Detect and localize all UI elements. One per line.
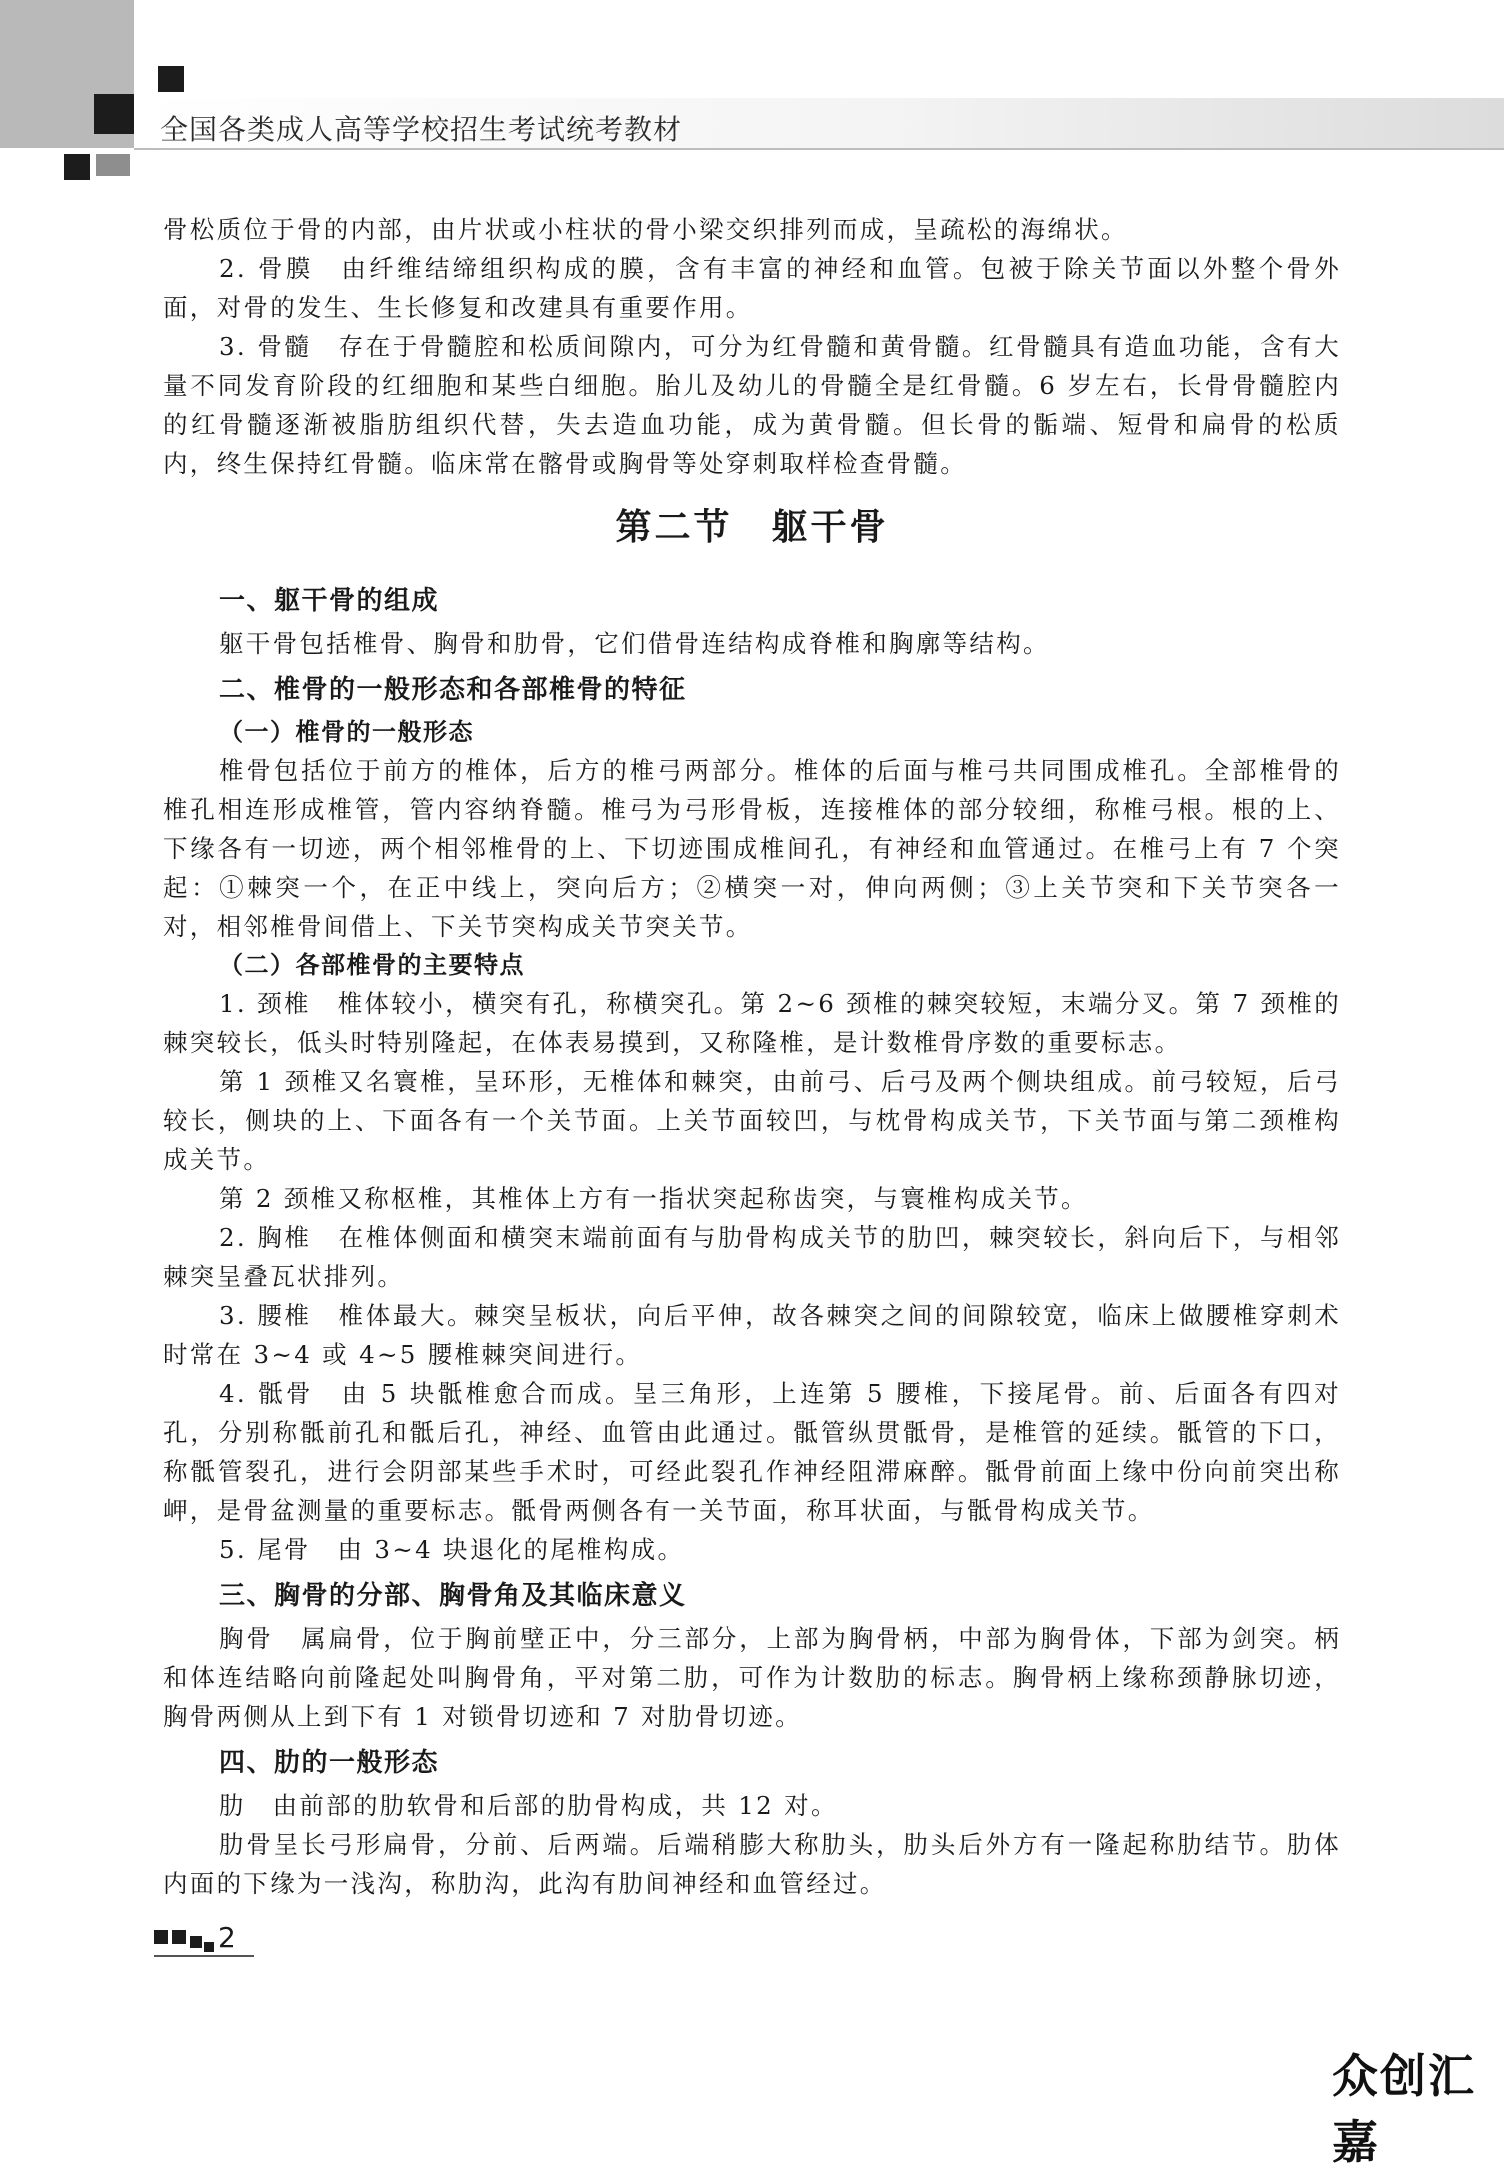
header-square-decoration: [158, 66, 184, 92]
footer-square-decoration: [190, 1936, 202, 1948]
paragraph: 第 2 颈椎又称枢椎，其椎体上方有一指状突起称齿突，与寰椎构成关节。: [219, 1184, 1088, 1213]
heading-sternum: 三、胸骨的分部、胸骨角及其临床意义: [219, 1581, 687, 1611]
header-rule: [134, 148, 1504, 150]
paragraph: 肋 由前部的肋软骨和后部的肋骨构成，共 12 对。: [219, 1791, 838, 1820]
footer-square-decoration: [172, 1930, 186, 1944]
header-title: 全国各类成人高等学校招生考试统考教材: [160, 113, 683, 146]
footer-square-decoration: [154, 1930, 168, 1944]
paragraph: 4. 骶骨 由 5 块骶椎愈合而成。呈三角形，上连第 5 腰椎，下接尾骨。前、后面各有四对孔，分别称骶前孔和骶后孔，神经、血管由此通过。骶管纵贯骶骨，是椎管的延续。骶管的下口，称骶管裂孔，进行会阴部某些手术时，可经此裂孔作神经阻滞麻醉。骶骨前面上缘中份向前突出称岬，是骨盆测量的重要标志。骶骨两侧各有一关节面，称耳状面，与骶骨构成关节。: [163, 1379, 1341, 1525]
heading-composition: 一、躯干骨的组成: [219, 586, 440, 616]
paragraph: 3. 腰椎 椎体最大。棘突呈板状，向后平伸，故各棘突之间的间隙较宽，临床上做腰椎穿刺术时常在 3~4 或 4~5 腰椎棘突间进行。: [163, 1301, 1341, 1369]
paragraph: 5. 尾骨 由 3~4 块退化的尾椎构成。: [219, 1535, 685, 1564]
page-content: [163, 210, 1341, 1903]
paragraph: 椎骨包括位于前方的椎体，后方的椎弓两部分。椎体的后面与椎弓共同围成椎孔。全部椎骨的椎孔相连形成椎管，管内容纳脊髓。椎弓为弓形骨板，连接椎体的部分较细，称椎弓根。根的上、下缘各有一切迹，两个相邻椎骨的上、下切迹围成椎间孔，有神经和血管通过。在椎弓上有 7 个突起：①棘突一个，在正中线上，突向后方；②横突一对，伸向两侧；③上关节突和下关节突各一对，相邻椎骨间借上、下关节突构成关节突关节。: [163, 756, 1341, 941]
paragraph: 胸骨 属扁骨，位于胸前壁正中，分三部分，上部为胸骨柄，中部为胸骨体，下部为剑突。柄和体连结略向前隆起处叫胸骨角，平对第二肋，可作为计数肋的标志。胸骨柄上缘称颈静脉切迹，胸骨两侧从上到下有 1 对锁骨切迹和 7 对肋骨切迹。: [163, 1624, 1341, 1731]
heading-vertebra: 二、椎骨的一般形态和各部椎骨的特征: [219, 675, 687, 705]
paragraph: 2. 骨膜 由纤维结缔组织构成的膜，含有丰富的神经和血管。包被于除关节面以外整个骨外面，对骨的发生、生长修复和改建具有重要作用。: [163, 254, 1341, 322]
paragraph: 3. 骨髓 存在于骨髓腔和松质间隙内，可分为红骨髓和黄骨髓。红骨髓具有造血功能，含有大量不同发育阶段的红细胞和某些白细胞。胎儿及幼儿的骨髓全是红骨髓。6 岁左右，长骨骨髓腔内的红骨髓逐渐被脂肪组织代替，失去造血功能，成为黄骨髓。但长骨的骺端、短骨和扁骨的松质内，终生保持红骨髓。临床常在髂骨或胸骨等处穿刺取样检查骨髓。: [163, 332, 1341, 478]
watermark: 众创汇嘉: [1332, 2049, 1476, 2169]
footer-rule: [154, 1955, 254, 1957]
subheading-features: （二）各部椎骨的主要特点: [219, 951, 525, 979]
paragraph: 第 1 颈椎又名寰椎，呈环形，无椎体和棘突，由前弓、后弓及两个侧块组成。前弓较短，后弓较长，侧块的上、下面各有一个关节面。上关节面较凹，与枕骨构成关节，下关节面与第二颈椎构成关节。: [163, 1067, 1341, 1174]
subheading-general: （一）椎骨的一般形态: [219, 718, 474, 746]
heading-rib: 四、肋的一般形态: [219, 1748, 440, 1778]
paragraph: 2. 胸椎 在椎体侧面和横突末端前面有与肋骨构成关节的肋凹，棘突较长，斜向后下，与相邻棘突呈叠瓦状排列。: [163, 1223, 1341, 1291]
paragraph: 肋骨呈长弓形扁骨，分前、后两端。后端稍膨大称肋头，肋头后外方有一隆起称肋结节。肋体内面的下缘为一浅沟，称肋沟，此沟有肋间神经和血管经过。: [163, 1830, 1341, 1898]
paragraph: 骨松质位于骨的内部，由片状或小柱状的骨小梁交织排列而成，呈疏松的海绵状。: [163, 215, 1128, 244]
header-square-decoration: [96, 154, 130, 176]
paragraph: 1. 颈椎 椎体较小，横突有孔，称横突孔。第 2~6 颈椎的棘突较短，末端分叉。第 7 颈椎的棘突较长，低头时特别隆起，在体表易摸到，又称隆椎，是计数椎骨序数的重要标志。: [163, 989, 1341, 1057]
paragraph: 躯干骨包括椎骨、胸骨和肋骨，它们借骨连结构成脊椎和胸廓等结构。: [219, 629, 1050, 658]
page-number: 2: [218, 1921, 236, 1954]
header-square-decoration: [94, 94, 134, 134]
footer-square-decoration: [204, 1942, 214, 1952]
section-title: 第二节 躯干骨: [615, 507, 889, 548]
header-square-decoration: [64, 154, 90, 180]
